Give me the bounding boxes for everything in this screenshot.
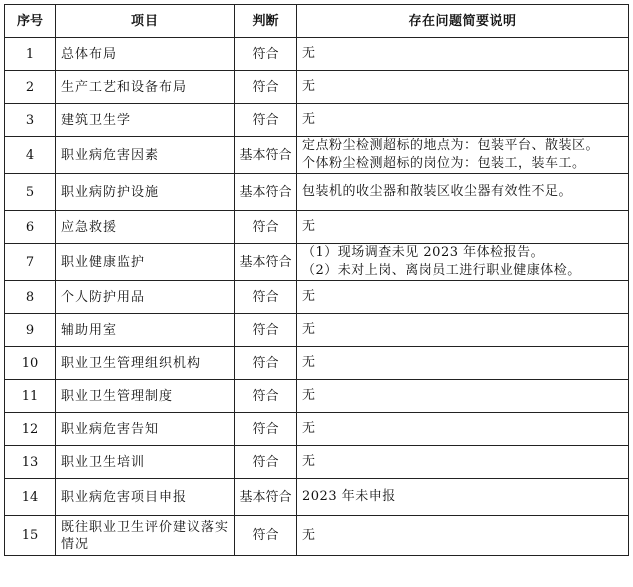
cell-judge: 符合 bbox=[235, 314, 297, 347]
cell-item: 建筑卫生学 bbox=[56, 104, 235, 137]
cell-judge: 基本符合 bbox=[235, 479, 297, 516]
cell-no: 2 bbox=[5, 71, 56, 104]
header-desc: 存在问题简要说明 bbox=[297, 5, 629, 38]
desc-line: 无 bbox=[302, 322, 316, 337]
table-row bbox=[5, 244, 629, 281]
cell-item: 生产工艺和设备布局 bbox=[56, 71, 235, 104]
cell-judge: 符合 bbox=[235, 516, 297, 556]
table-row bbox=[5, 314, 629, 347]
header-item: 项目 bbox=[56, 5, 235, 38]
cell-judge: 符合 bbox=[235, 71, 297, 104]
table-row bbox=[5, 281, 629, 314]
cell-item: 职业健康监护 bbox=[56, 244, 235, 281]
cell-no: 14 bbox=[5, 479, 56, 516]
cell-item: 职业卫生管理制度 bbox=[56, 380, 235, 413]
cell-desc bbox=[297, 446, 629, 479]
cell-item: 总体布局 bbox=[56, 38, 235, 71]
cell-item: 既往职业卫生评价建议落实情况 bbox=[56, 516, 235, 556]
desc-line: 2023 年未申报 bbox=[302, 489, 396, 504]
desc-line: 无 bbox=[302, 289, 316, 304]
desc-line: 无 bbox=[302, 46, 316, 61]
table-row bbox=[5, 104, 629, 137]
cell-desc bbox=[297, 479, 629, 516]
cell-no: 1 bbox=[5, 38, 56, 71]
table-row bbox=[5, 380, 629, 413]
cell-no: 15 bbox=[5, 516, 56, 556]
cell-judge: 基本符合 bbox=[235, 174, 297, 211]
cell-desc bbox=[297, 244, 629, 281]
cell-judge: 基本符合 bbox=[235, 244, 297, 281]
table-row bbox=[5, 516, 629, 556]
cell-item: 职业病危害因素 bbox=[56, 137, 235, 174]
cell-judge: 符合 bbox=[235, 104, 297, 137]
cell-no: 3 bbox=[5, 104, 56, 137]
cell-no: 8 bbox=[5, 281, 56, 314]
cell-no: 6 bbox=[5, 211, 56, 244]
cell-item: 职业病危害项目申报 bbox=[56, 479, 235, 516]
desc-line: 无 bbox=[302, 454, 316, 469]
cell-item: 应急救援 bbox=[56, 211, 235, 244]
cell-desc bbox=[297, 314, 629, 347]
cell-judge: 符合 bbox=[235, 281, 297, 314]
cell-judge: 符合 bbox=[235, 38, 297, 71]
desc-line: 个体粉尘检测超标的岗位为：包装工，装车工。 bbox=[302, 156, 586, 171]
cell-item: 职业病危害告知 bbox=[56, 413, 235, 446]
cell-item: 职业病防护设施 bbox=[56, 174, 235, 211]
cell-item: 个人防护用品 bbox=[56, 281, 235, 314]
table-row bbox=[5, 38, 629, 71]
table-header-row bbox=[5, 5, 629, 38]
cell-judge: 符合 bbox=[235, 380, 297, 413]
header-judge: 判断 bbox=[235, 5, 297, 38]
cell-desc bbox=[297, 211, 629, 244]
table-body bbox=[5, 38, 629, 556]
cell-desc bbox=[297, 413, 629, 446]
table-row bbox=[5, 211, 629, 244]
table-row bbox=[5, 347, 629, 380]
cell-no: 4 bbox=[5, 137, 56, 174]
assessment-table-container bbox=[4, 4, 629, 556]
desc-line: 无 bbox=[302, 219, 316, 234]
cell-no: 11 bbox=[5, 380, 56, 413]
assessment-table bbox=[4, 4, 629, 556]
cell-no: 13 bbox=[5, 446, 56, 479]
cell-item: 辅助用室 bbox=[56, 314, 235, 347]
cell-desc bbox=[297, 137, 629, 174]
cell-no: 9 bbox=[5, 314, 56, 347]
cell-judge: 基本符合 bbox=[235, 137, 297, 174]
table-row bbox=[5, 174, 629, 211]
cell-judge: 符合 bbox=[235, 347, 297, 380]
desc-line: 无 bbox=[302, 112, 316, 127]
table-row bbox=[5, 413, 629, 446]
table-row bbox=[5, 137, 629, 174]
cell-item: 职业卫生管理组织机构 bbox=[56, 347, 235, 380]
cell-desc bbox=[297, 347, 629, 380]
cell-desc bbox=[297, 38, 629, 71]
cell-judge: 符合 bbox=[235, 211, 297, 244]
desc-line: （1）现场调查未见 2023 年体检报告。 bbox=[302, 245, 545, 260]
cell-no: 12 bbox=[5, 413, 56, 446]
cell-desc bbox=[297, 380, 629, 413]
desc-line: 包装机的收尘器和散装区收尘器有效性不足。 bbox=[302, 184, 573, 199]
cell-judge: 符合 bbox=[235, 413, 297, 446]
desc-line: 无 bbox=[302, 79, 316, 94]
cell-no: 5 bbox=[5, 174, 56, 211]
table-row bbox=[5, 71, 629, 104]
desc-line: 无 bbox=[302, 388, 316, 403]
cell-desc bbox=[297, 71, 629, 104]
header-no: 序号 bbox=[5, 5, 56, 38]
cell-desc bbox=[297, 174, 629, 211]
desc-line: 无 bbox=[302, 527, 316, 543]
cell-desc bbox=[297, 104, 629, 137]
desc-line: （2）未对上岗、离岗员工进行职业健康体检。 bbox=[302, 263, 581, 278]
desc-line: 无 bbox=[302, 355, 316, 370]
desc-line: 定点粉尘检测超标的地点为：包装平台、散装区。 bbox=[302, 138, 600, 153]
table-row bbox=[5, 479, 629, 516]
cell-desc bbox=[297, 516, 629, 556]
cell-no: 7 bbox=[5, 244, 56, 281]
cell-judge: 符合 bbox=[235, 446, 297, 479]
desc-line: 无 bbox=[302, 421, 316, 436]
table-row bbox=[5, 446, 629, 479]
cell-desc bbox=[297, 281, 629, 314]
cell-item: 职业卫生培训 bbox=[56, 446, 235, 479]
cell-no: 10 bbox=[5, 347, 56, 380]
